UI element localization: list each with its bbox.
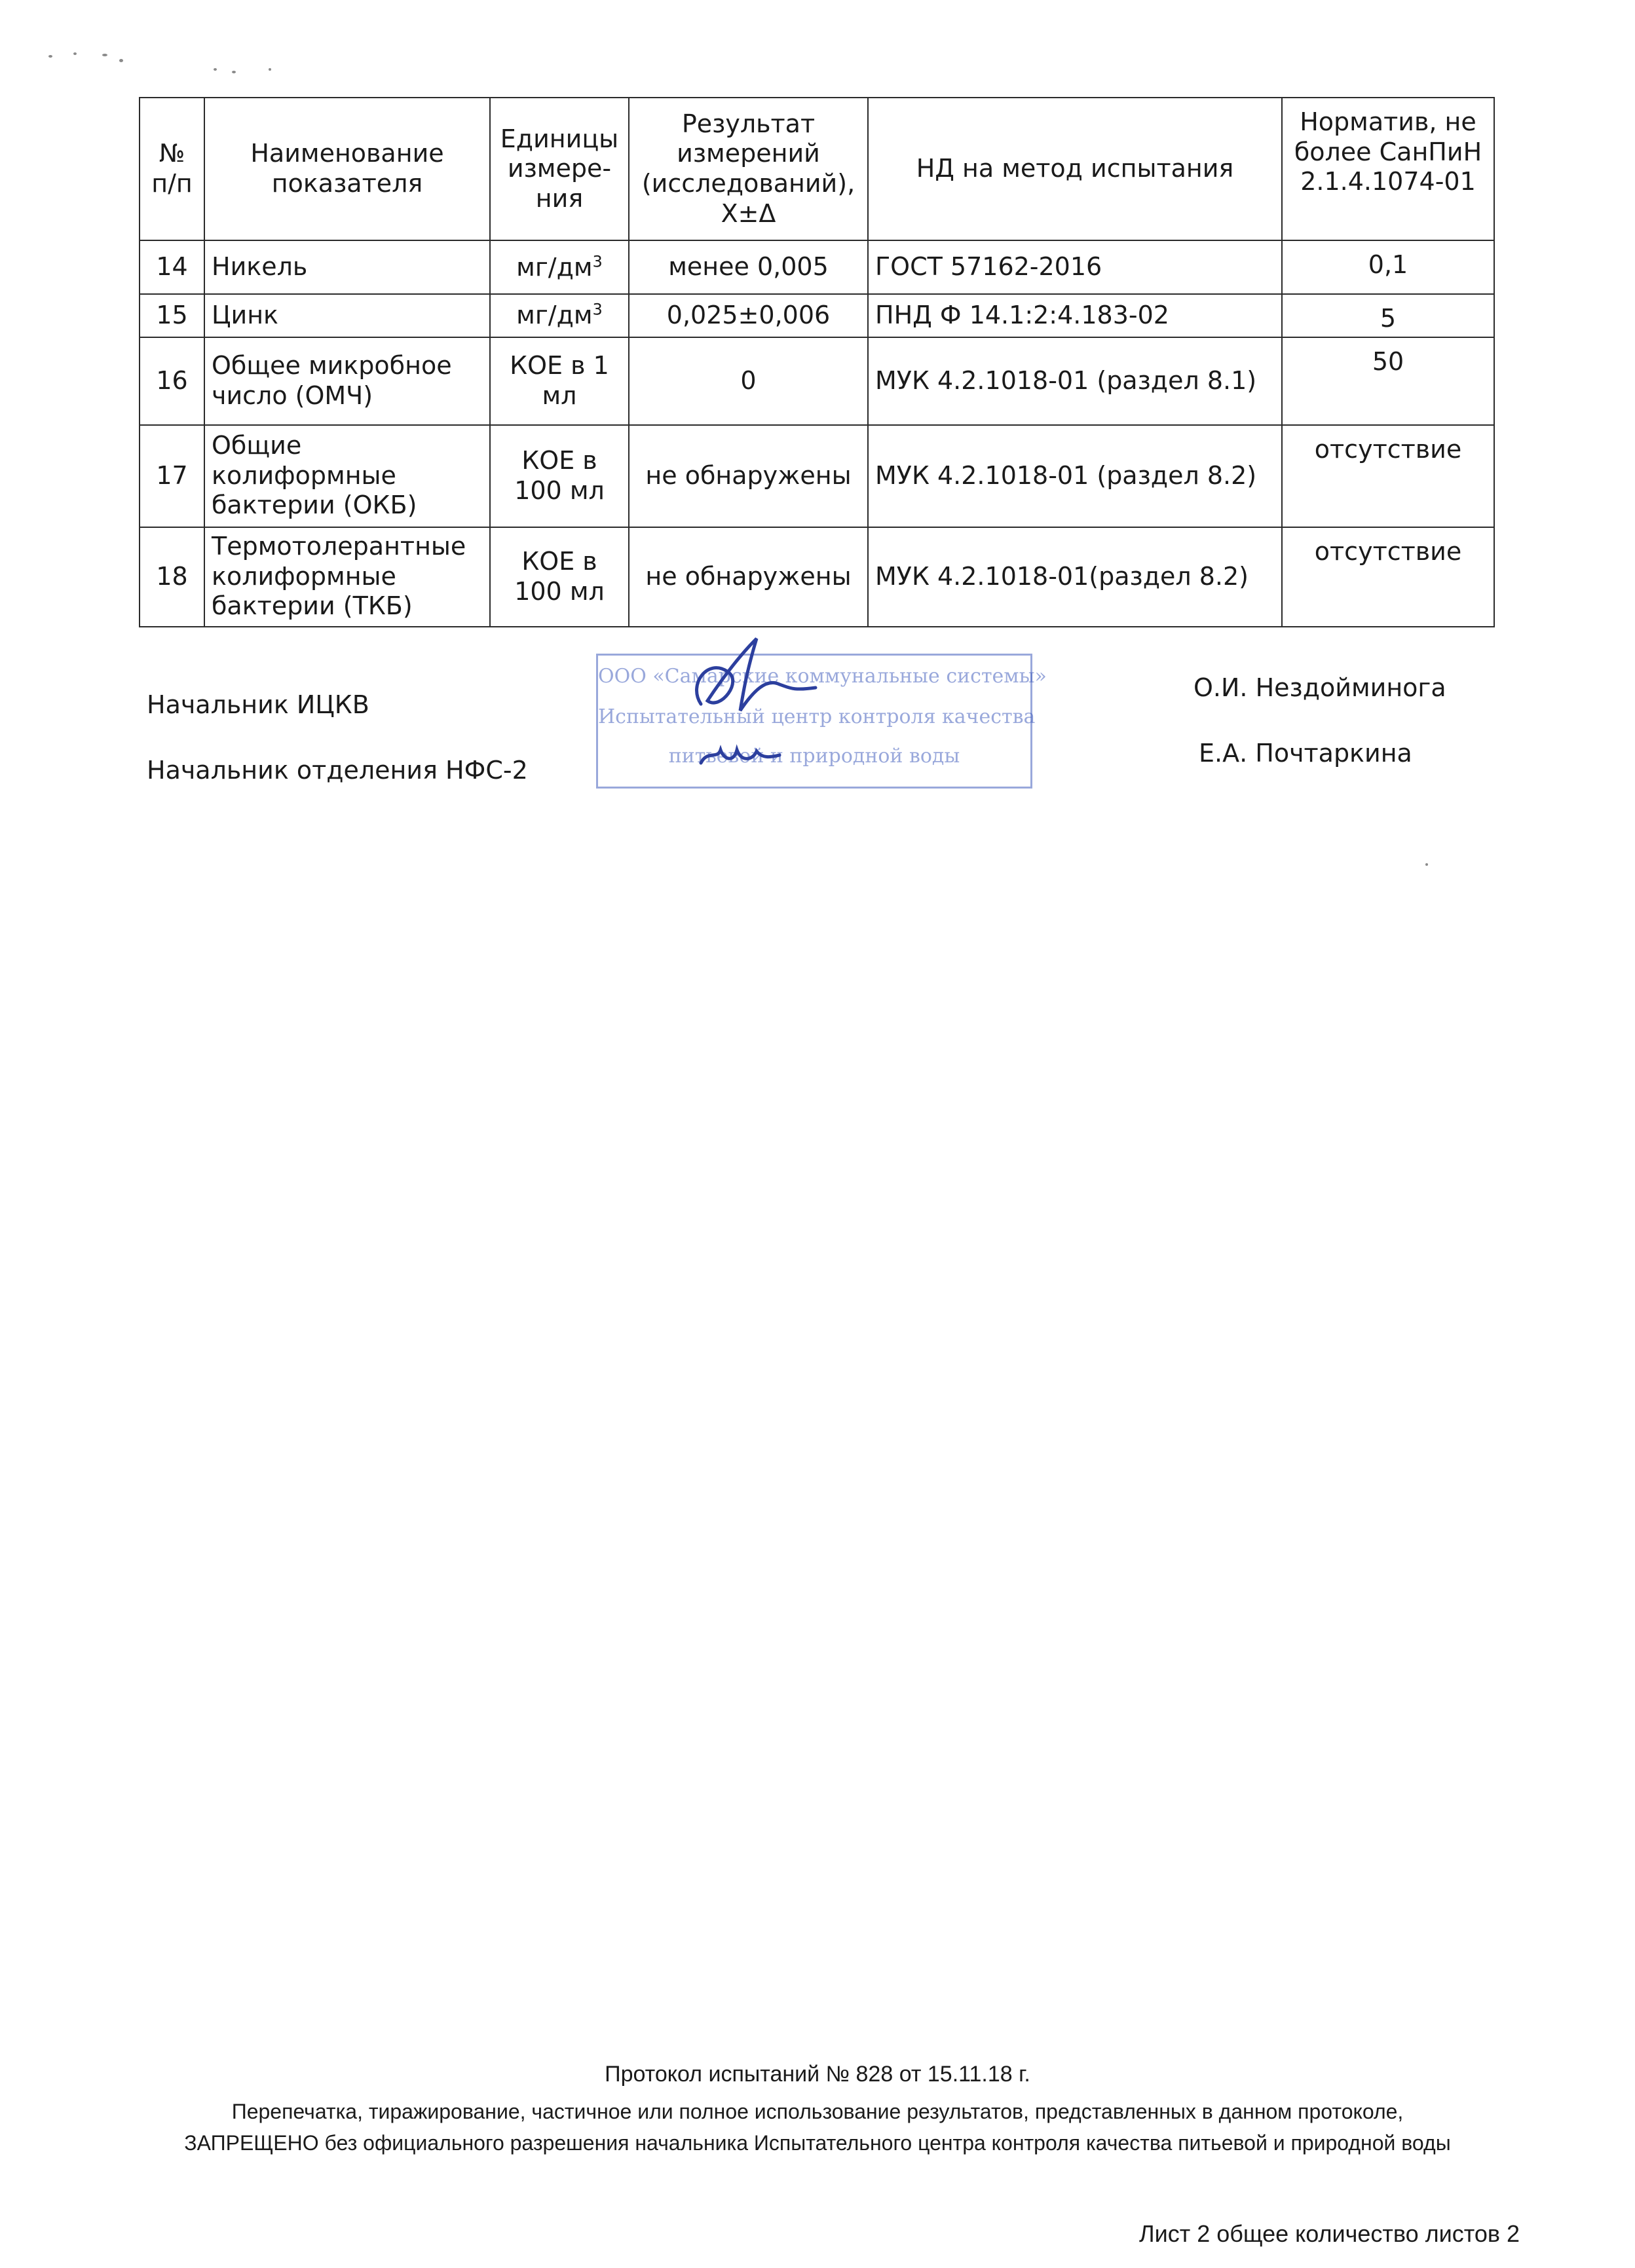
row-norm: 5 [1282,294,1494,337]
row-unit: $мг/дм^3$ [490,294,629,337]
row-unit: $мг/дм^3$ [490,240,629,294]
row-result: 0 [629,337,868,425]
row-name: Общее микробное число (ОМЧ) [204,337,490,425]
scan-speck [232,71,236,73]
scan-speck [48,55,52,58]
notice-line-2: ЗАПРЕЩЕНО без официального разрешения начальника Испытательного центра контроля качества питьевой и природной воды [184,2131,1451,2155]
row-name: Никель [204,240,490,294]
header-result: Результат измерений (исследований), Х±Δ [629,98,868,240]
row-nd: ГОСТ 57162-2016 [868,240,1282,294]
row-num: 16 [140,337,204,425]
row-result: не обнаружены [629,425,868,527]
dept-name: Е.А. Почтаркина [1199,739,1412,768]
scan-speck [73,52,77,55]
table-row [140,527,1494,627]
table-row [140,294,1494,337]
row-nd: МУК 4.2.1018-01(раздел 8.2) [868,527,1282,627]
row-unit: КОЕ в 1 мл [490,337,629,425]
scan-speck [269,68,271,71]
scan-speck [102,54,107,56]
header-norm: Норматив, не более СанПиН 2.1.4.1074-01 [1282,98,1494,240]
scan-speck [1425,863,1428,866]
row-nd: МУК 4.2.1018-01 (раздел 8.1) [868,337,1282,425]
head-title: Начальник ИЦКВ [147,690,369,719]
handwritten-signature-icon [681,625,838,789]
row-result: не обнаружены [629,527,868,627]
row-result: 0,025±0,006 [629,294,868,337]
results-table [139,97,1495,627]
table-row [140,240,1494,294]
row-norm: 0,1 [1282,240,1494,294]
row-unit: КОЕ в 100 мл [490,425,629,527]
row-norm: отсутствие [1282,527,1494,627]
dept-title: Начальник отделения НФС-2 [147,756,528,785]
row-result: менее 0,005 [629,240,868,294]
row-num: 18 [140,527,204,627]
row-num: 15 [140,294,204,337]
sheet-info: Лист 2 общее количество листов 2 [1138,2220,1520,2247]
row-name: Цинк [204,294,490,337]
row-norm: отсутствие [1282,425,1494,527]
scan-speck [214,68,217,71]
row-num: 17 [140,425,204,527]
row-unit: КОЕ в 100 мл [490,527,629,627]
row-norm: 50 [1282,337,1494,425]
table-row [140,337,1494,425]
header-num: № п/п [140,98,204,240]
scan-speck [119,59,123,62]
stamp-line-3: питьевой и природной воды [668,745,960,768]
header-name: Наименование показателя [204,98,490,240]
stamp-line-1: ООО «Самарские коммунальные системы» [598,665,1047,688]
row-name: Термотолерантные колиформные бактерии (ТКБ) [204,527,490,627]
notice-line-1: Перепечатка, тиражирование, частичное или полное использование результатов, представленных в данном протоколе, [231,2100,1404,2123]
header-nd: НД на метод испытания [868,98,1282,240]
row-nd: МУК 4.2.1018-01 (раздел 8.2) [868,425,1282,527]
row-name: Общие колиформные бактерии (ОКБ) [204,425,490,527]
row-num: 14 [140,240,204,294]
head-name: О.И. Нездойминога [1193,673,1446,702]
protocol-line: Протокол испытаний № 828 от 15.11.18 г. [605,2062,1030,2087]
row-nd: ПНД Ф 14.1:2:4.183-02 [868,294,1282,337]
table-header-row [140,98,1494,240]
stamp-line-2: Испытательный центр контроля качества [598,705,1036,728]
header-unit: Единицы измере-ния [490,98,629,240]
table-row [140,425,1494,527]
